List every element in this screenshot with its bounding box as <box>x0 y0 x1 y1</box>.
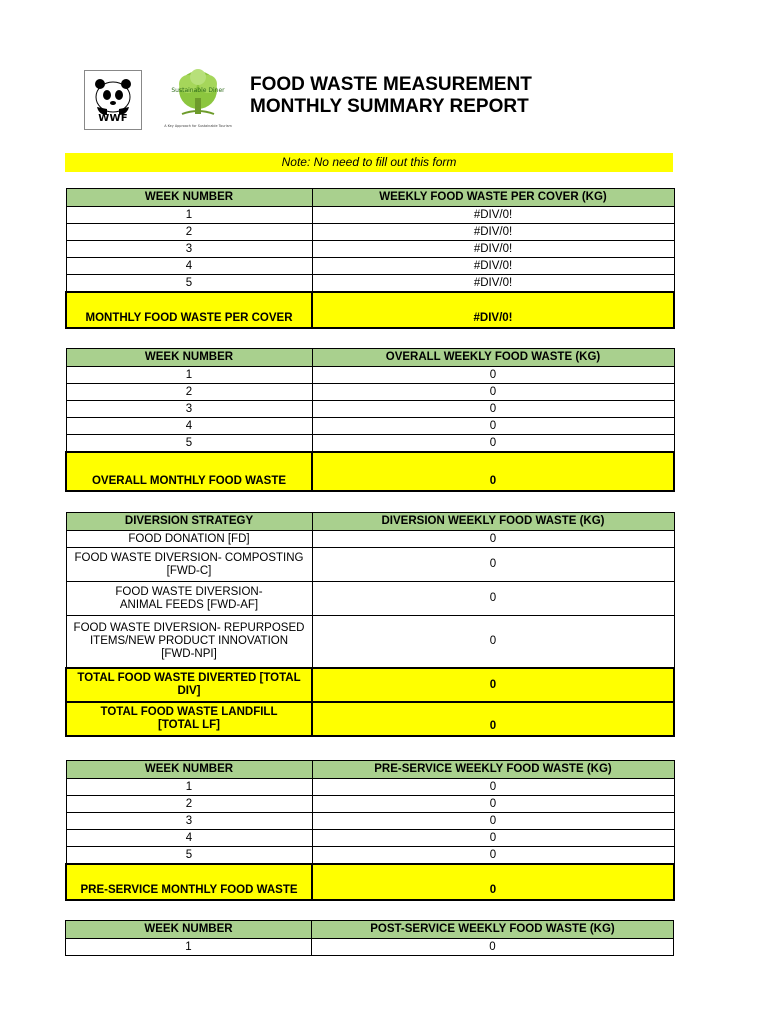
form-note: Note: No need to fill out this form <box>65 153 673 172</box>
col-header-week: WEEK NUMBER <box>66 921 312 939</box>
total-landfill-line: [TOTAL LF] <box>158 719 220 731</box>
table-row <box>66 779 674 796</box>
value-cell[interactable]: 0 <box>312 830 674 847</box>
week-cell[interactable]: 2 <box>66 796 312 813</box>
total-row <box>66 864 674 900</box>
st-logo-tagline: A Key Approach for Sustainable Tourism <box>164 124 232 128</box>
total-value[interactable]: 0 <box>312 864 674 900</box>
strategy-line: ANIMAL FEEDS [FWD-AF] <box>119 598 259 611</box>
total-row <box>66 292 674 328</box>
value-cell[interactable]: 0 <box>312 847 674 865</box>
strategy-cell[interactable]: FOOD DONATION [FD] <box>66 531 312 548</box>
week-cell[interactable]: 3 <box>66 813 312 830</box>
total-landfill-value[interactable]: 0 <box>312 702 674 736</box>
total-value[interactable]: #DIV/0! <box>312 292 674 328</box>
week-cell[interactable]: 5 <box>66 435 312 453</box>
value-cell[interactable]: 0 <box>312 418 674 435</box>
wwf-logo-text: WWF <box>98 113 128 124</box>
table-row <box>66 241 674 258</box>
value-cell[interactable]: #DIV/0! <box>312 241 674 258</box>
value-cell[interactable]: 0 <box>312 367 674 384</box>
value-cell[interactable]: 0 <box>312 435 674 453</box>
col-header-week: WEEK NUMBER <box>66 189 312 207</box>
value-cell[interactable]: 0 <box>312 548 674 582</box>
col-header-value: WEEKLY FOOD WASTE PER COVER (KG) <box>312 189 674 207</box>
total-diverted-row <box>66 668 674 702</box>
pre-service-waste-table <box>65 760 675 901</box>
table-row <box>66 258 674 275</box>
panda-icon <box>85 71 141 117</box>
value-cell[interactable]: 0 <box>312 384 674 401</box>
total-diverted-value[interactable]: 0 <box>312 668 674 702</box>
table-header-row <box>66 761 674 779</box>
table-row <box>66 401 674 418</box>
strategy-cell[interactable] <box>66 548 312 582</box>
week-cell[interactable]: 5 <box>66 847 312 865</box>
total-landfill-label <box>66 702 312 736</box>
week-cell[interactable]: 5 <box>66 275 312 293</box>
total-label: PRE-SERVICE MONTHLY FOOD WASTE <box>66 864 312 900</box>
value-cell[interactable]: 0 <box>312 531 674 548</box>
title-line-2: MONTHLY SUMMARY REPORT <box>250 96 529 117</box>
value-cell[interactable]: 0 <box>312 582 674 616</box>
table-header-row <box>66 189 674 207</box>
value-cell[interactable]: 0 <box>312 813 674 830</box>
week-cell[interactable]: 1 <box>66 779 312 796</box>
col-header-value: POST-SERVICE WEEKLY FOOD WASTE (KG) <box>312 921 674 939</box>
value-cell[interactable]: 0 <box>312 779 674 796</box>
total-diverted-line: TOTAL FOOD WASTE DIVERTED [TOTAL <box>77 672 301 684</box>
wwf-logo <box>84 70 142 130</box>
post-service-waste-table <box>65 920 674 956</box>
week-cell[interactable]: 1 <box>66 939 312 956</box>
table-row <box>66 531 674 548</box>
tree-icon <box>152 68 244 124</box>
strategy-line: [FWD-NPI] <box>161 648 217 660</box>
st-logo-text: Sustainable Diner <box>171 87 225 94</box>
strategy-line: [FWD-C] <box>166 564 212 577</box>
table-row <box>66 275 674 293</box>
week-cell[interactable]: 3 <box>66 401 312 418</box>
total-label: OVERALL MONTHLY FOOD WASTE <box>66 452 312 491</box>
table-row <box>66 367 674 384</box>
total-diverted-line: DIV] <box>177 685 201 697</box>
strategy-cell[interactable] <box>66 582 312 616</box>
value-cell[interactable]: 0 <box>312 616 674 669</box>
col-header-strategy: DIVERSION STRATEGY <box>66 513 312 531</box>
week-cell[interactable]: 4 <box>66 258 312 275</box>
report-title <box>250 74 532 118</box>
table-row <box>66 582 674 616</box>
week-cell[interactable]: 1 <box>66 367 312 384</box>
value-cell[interactable]: 0 <box>312 401 674 418</box>
weekly-waste-per-cover-table <box>65 188 675 329</box>
table-row <box>66 939 674 956</box>
col-header-value: PRE-SERVICE WEEKLY FOOD WASTE (KG) <box>312 761 674 779</box>
table-row <box>66 847 674 865</box>
col-header-week: WEEK NUMBER <box>66 349 312 367</box>
table-row <box>66 384 674 401</box>
table-row <box>66 813 674 830</box>
title-line-1: FOOD WASTE MEASUREMENT <box>250 74 532 95</box>
table-header-row <box>66 349 674 367</box>
strategy-line: FOOD WASTE DIVERSION- REPURPOSED <box>73 622 305 634</box>
value-cell[interactable]: #DIV/0! <box>312 224 674 241</box>
week-cell[interactable]: 2 <box>66 384 312 401</box>
strategy-line: FOOD WASTE DIVERSION- <box>115 585 263 598</box>
week-cell[interactable]: 4 <box>66 418 312 435</box>
table-header-row <box>66 513 674 531</box>
value-cell[interactable]: 0 <box>312 939 674 956</box>
week-cell[interactable]: 3 <box>66 241 312 258</box>
overall-weekly-waste-table <box>65 348 675 492</box>
total-label: MONTHLY FOOD WASTE PER COVER <box>66 292 312 328</box>
table-row <box>66 207 674 224</box>
table-row <box>66 796 674 813</box>
total-landfill-line: TOTAL FOOD WASTE LANDFILL <box>100 706 278 718</box>
total-row <box>66 452 674 491</box>
week-cell[interactable]: 2 <box>66 224 312 241</box>
value-cell[interactable]: #DIV/0! <box>312 207 674 224</box>
value-cell[interactable]: 0 <box>312 796 674 813</box>
total-value[interactable]: 0 <box>312 452 674 491</box>
value-cell[interactable]: #DIV/0! <box>312 258 674 275</box>
strategy-line: FOOD WASTE DIVERSION- COMPOSTING <box>74 551 304 564</box>
table-row <box>66 418 674 435</box>
strategy-line: ITEMS/NEW PRODUCT INNOVATION <box>89 635 289 647</box>
col-header-value: DIVERSION WEEKLY FOOD WASTE (KG) <box>312 513 674 531</box>
diversion-strategy-table <box>65 512 675 737</box>
sustainable-diner-logo <box>152 68 244 132</box>
table-row <box>66 435 674 453</box>
total-landfill-row <box>66 702 674 736</box>
week-cell[interactable]: 4 <box>66 830 312 847</box>
total-diverted-label <box>66 668 312 702</box>
col-header-week: WEEK NUMBER <box>66 761 312 779</box>
table-row <box>66 830 674 847</box>
table-header-row <box>66 921 674 939</box>
value-cell[interactable]: #DIV/0! <box>312 275 674 293</box>
col-header-value: OVERALL WEEKLY FOOD WASTE (KG) <box>312 349 674 367</box>
week-cell[interactable]: 1 <box>66 207 312 224</box>
table-row <box>66 616 674 669</box>
table-row <box>66 224 674 241</box>
strategy-cell[interactable] <box>66 616 312 669</box>
table-row <box>66 548 674 582</box>
